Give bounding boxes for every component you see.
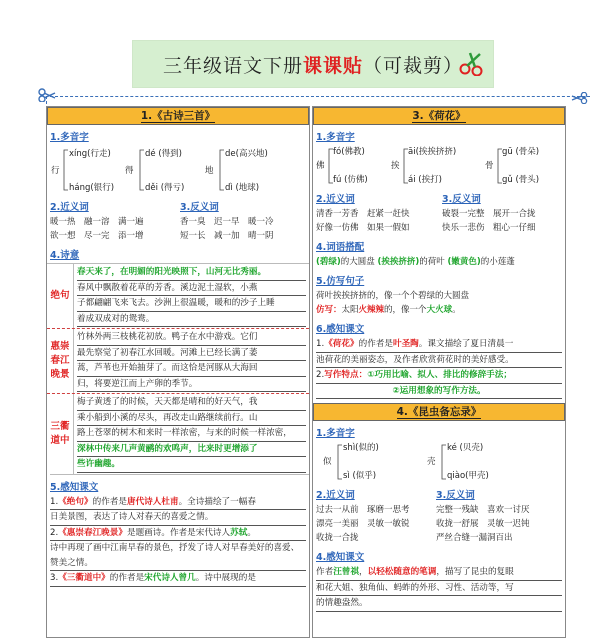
section-title: 1.多音字 — [316, 132, 355, 143]
lesson-header: 1.《古诗三首》 — [47, 107, 309, 125]
antonym-row: 短一长 减一加 晴一阴 — [180, 231, 274, 241]
poem-text: 竹林外两三枝桃花初放。鸭子在水中游戏。它们 最先察觉了初春江水回暖。河滩上已经长满了萎 蒿，芦苇也开始抽芽了。而这恰是河豚从大海回 归，将要逆江而上产卵的季节。 — [74, 329, 309, 393]
sentence-imitation: 仿写：太阳火辣辣的，像一个大火球。 — [316, 305, 461, 315]
scissors-icon — [458, 52, 486, 76]
poem-translation — [47, 263, 309, 328]
synonym-antonym-block: 2.近义词 过去一从前 琢磨一思考 漂亮一美丽 灵敏一敏锐 收拢一合拢 3.反义词 完整一残缺 喜欢一讨厌 收拢一舒展 灵敏一迟钝 严丝合缝一漏洞百出 — [313, 483, 565, 545]
poem-name: 绝句 — [47, 264, 74, 328]
left-card — [46, 106, 310, 638]
synonym-row: 欲一想 尽一完 添一增 — [50, 231, 144, 241]
title-banner — [132, 40, 494, 88]
synonym-antonym-block — [47, 195, 309, 243]
section-title: 2.近义词 — [316, 194, 355, 205]
poem-name: 三衢道中 — [47, 394, 74, 474]
lesson-header: 4.《昆虫备忘录》 — [313, 403, 565, 421]
polyphone-block: 佛 fó(佛教) fú (仿佛) 挨 āi(挨挨挤挤) ái (挨打) 骨 gū (骨朵) gǔ (骨头) — [316, 147, 540, 185]
section-title: 2.近义词 — [50, 202, 89, 213]
title-suffix: （可裁剪） — [363, 54, 464, 77]
lesson-summary: 作者汪曾祺，以轻松随意的笔调，描写了昆虫的复眼 和花大姐、独角仙、蚂蚱的外形、习性、活动等，写 的情趣盎然。 — [313, 565, 565, 612]
section-title: 4.诗意 — [50, 250, 80, 261]
lesson-header: 3.《荷花》 — [313, 107, 565, 125]
page-title — [163, 51, 463, 78]
sentence-model: 荷叶挨挨挤挤的，像一个个碧绿的大圆盘 — [316, 291, 470, 301]
section-title: 4.感知课文 — [316, 552, 365, 563]
poem-name: 惠崇春江晚景 — [47, 329, 74, 393]
section-title: 2.近义词 — [316, 490, 355, 501]
polyphone-block: 行 xíng(行走) háng(银行) 得 dé (得到) děi (得亏) 地 de(高兴地) dì (地球) — [51, 149, 268, 193]
section-title: 5.感知课文 — [50, 474, 309, 493]
section-title: 6.感知课文 — [316, 324, 365, 335]
word-collocation: (碧绿)的大圆盘 (挨挨挤挤)的荷叶 (嫩黄色)的小莲蓬 — [316, 257, 515, 267]
section-title: 4.词语搭配 — [316, 242, 365, 253]
scissors-icon — [570, 92, 588, 104]
cut-line-horizontal — [50, 96, 590, 97]
poem-translation — [47, 329, 309, 393]
right-card — [312, 106, 566, 638]
section-title: 3.反义词 — [180, 202, 219, 213]
section-title: 5.仿写句子 — [316, 276, 365, 287]
synonym-row: 暖一热 融一溶 满一遍 — [50, 217, 144, 227]
section-title: 1.多音字 — [316, 428, 355, 439]
lesson-summary: 1.《荷花》的作者是叶圣陶。课文描绘了夏日清晨一 池荷花的美丽姿态，及作者欣赏荷花时的美好感受。 2.写作特点：①巧用比喻、拟人、排比的修辞手法； ②运用想象的写作方法。 — [313, 337, 565, 399]
antonym-row: 香一臭 迟一早 暖一冷 — [180, 217, 274, 227]
poem-translation — [47, 394, 309, 474]
synonym-antonym-block: 2.近义词 清香一芳香 赶紧一赶快 好像一仿佛 如果一假如 3.反义词 破裂一完整 展开一合拢 快乐一悲伤 粗心一仔细 — [313, 187, 565, 235]
scissors-icon — [38, 88, 56, 102]
section-title: 3.反义词 — [442, 194, 481, 205]
poem-text: 春天来了，在明媚的阳光映照下，山河无比秀丽。 春风中飘散着花草的芳香。溪边泥土湿软，小燕 子都翩翩飞来飞去。沙洲上很温暖，暖和的沙子上睡 着成双成对的鸳鸯。 — [74, 264, 309, 328]
section-title: 1.多音字 — [50, 132, 89, 143]
title-highlight: 课课贴 — [302, 54, 363, 77]
poem-text: 梅子黄透了的时候，天天都是晴和的好天气，我 乘小船到小溪的尽头，再改走山路继续前行。山 路上苍翠的树木和来时一样浓密，与来的时候一样浓密， 深林中传来几声黄鹂的欢鸣声，比来时更增添了 些许幽趣。 — [74, 394, 309, 474]
lesson-summary: 1.《绝句》的作者是唐代诗人杜甫。全诗描绘了一幅春 日美景图，表达了诗人对春天的喜爱之情。 2.《惠崇春江晚景》是题画诗。作者是宋代诗人苏轼。 诗中再现了画中江南早春的景色，抒发了诗人对早春美好的喜爱、赞美之情。 3.《三衢道中》的作者是宋代诗人曾几。诗中展现的是 — [47, 495, 309, 587]
section-title: 3.反义词 — [436, 490, 475, 501]
polyphone-block: 似 shì(似的) sì (似乎) 壳 ké (贝壳) qiào(甲壳) — [323, 443, 489, 481]
title-prefix: 三年级语文下册 — [162, 54, 303, 77]
